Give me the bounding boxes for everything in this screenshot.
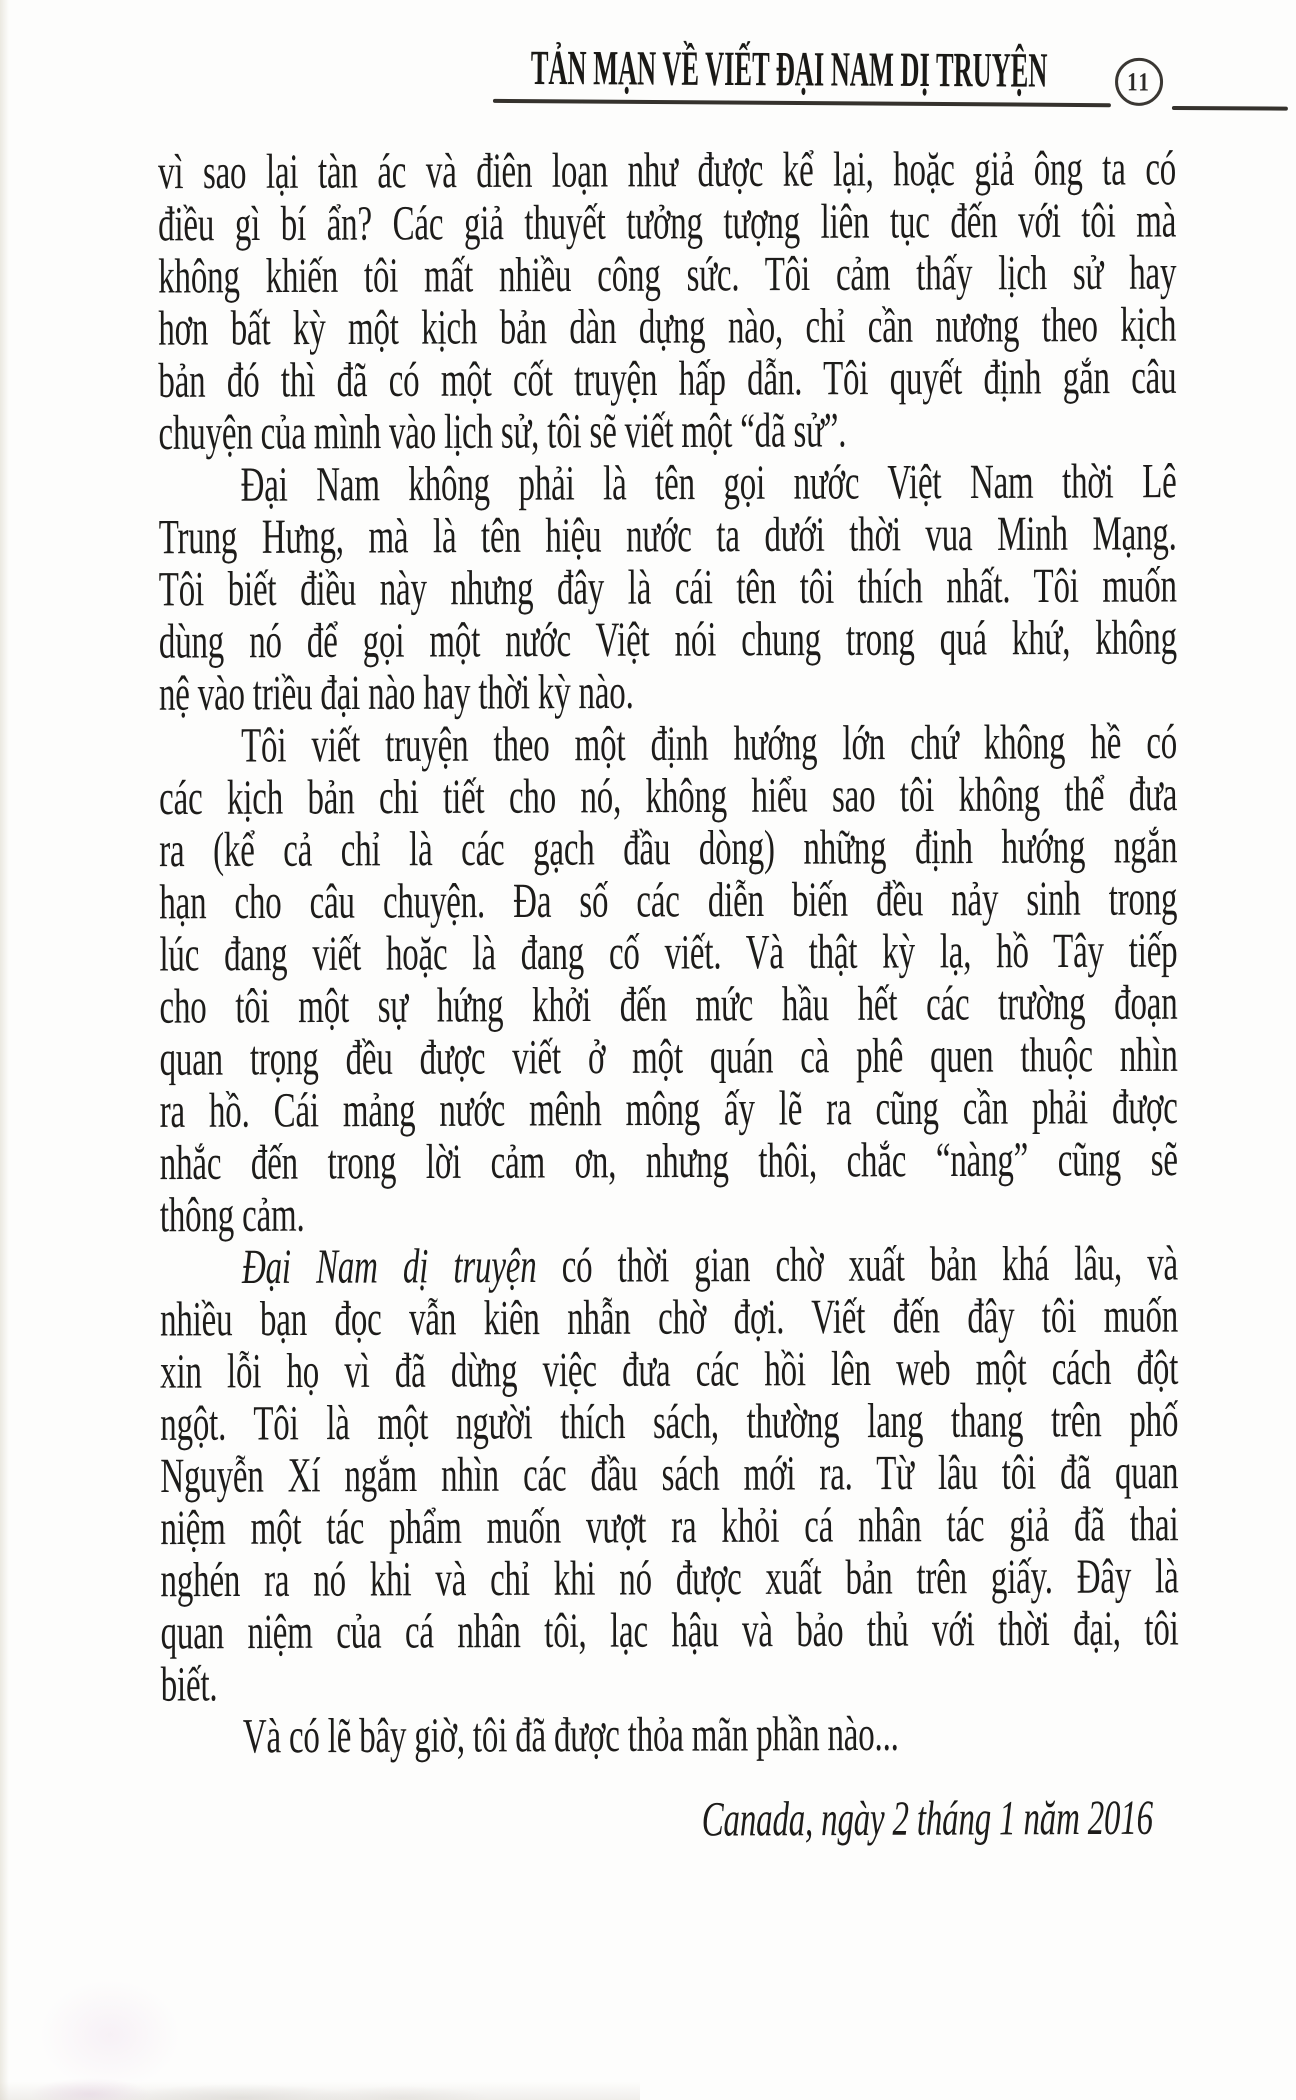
text-line: nghén ra nó khi và chỉ khi nó được xuất bản trên giấy. Đây là bbox=[160, 1550, 1179, 1609]
text-line: hạn cho câu chuyện. Đa số các diễn biến đều nảy sinh trong bbox=[159, 872, 1178, 931]
text-line: hơn bất kỳ một kịch bản dàn dựng nào, chỉ cần nương theo kịch bbox=[158, 298, 1177, 357]
text-line: dùng nó để gọi một nước Việt nói chung trong quá khứ, không bbox=[158, 611, 1177, 670]
text-line: ngột. Tôi là một người thích sách, thường lang thang trên phố bbox=[160, 1394, 1179, 1452]
text-line: thông cảm. bbox=[159, 1188, 305, 1244]
text-line: nhiều bạn đọc vẫn kiên nhẫn chờ đợi. Viết đến đây tôi muốn bbox=[160, 1289, 1179, 1348]
text-line: ra (kể cả chỉ là các gạch đầu dòng) những định hướng ngắn bbox=[159, 820, 1178, 879]
text-line: Đại Nam dị truyện có thời gian chờ xuất bản khá lâu, và bbox=[241, 1237, 1179, 1295]
scan-noise-bottom bbox=[0, 2074, 640, 2100]
header-rule-right bbox=[1172, 106, 1288, 111]
text-line: nhắc đến trong lời cảm ơn, nhưng thôi, chắc “nàng” cũng sẽ bbox=[159, 1133, 1178, 1191]
text-line: quan trọng đều được viết ở một quán cà phê quen thuộc nhìn bbox=[159, 1029, 1178, 1087]
text-line: quan niệm của cá nhân tôi, lạc hậu và bảo thủ với thời đại, tôi bbox=[160, 1602, 1179, 1661]
text-line: Nguyễn Xí ngắm nhìn các đầu sách mới ra. Từ lâu tôi đã quan bbox=[160, 1446, 1179, 1504]
text-line: Trung Hưng, mà là tên hiệu nước ta dưới thời vua Minh Mạng. bbox=[158, 507, 1177, 566]
text-line: niệm một tác phẩm muốn vượt ra khỏi cá nhân tác giả đã thai bbox=[160, 1498, 1179, 1557]
text-line: chuyện của mình vào lịch sử, tôi sẽ viết một “dã sử”. bbox=[158, 404, 847, 461]
text-line: biết. bbox=[160, 1658, 218, 1713]
text-line: ra hồ. Cái mảng nước mênh mông ấy lẽ ra cũng cần phải được bbox=[159, 1081, 1178, 1139]
page-header bbox=[0, 0, 1296, 134]
scan-smudge bbox=[40, 1980, 180, 2090]
italic-book-title: Đại Nam dị truyện bbox=[241, 1240, 537, 1295]
text-line: vì sao lại tàn ác và điên loạn như được kể lại, hoặc giả ông ta có bbox=[157, 142, 1177, 201]
text-line: nệ vào triều đại nào hay thời kỳ nào. bbox=[158, 666, 634, 722]
header-rule-left bbox=[493, 99, 1111, 107]
text-line: lúc đang viết hoặc là đang cố viết. Và thật kỳ lạ, hồ Tây tiếp bbox=[159, 924, 1178, 983]
running-header-title: TẢN MẠN VỀ VIẾT ĐẠI NAM DỊ TRUYỆN bbox=[530, 40, 1048, 98]
header-title-box bbox=[493, 40, 1085, 98]
page-number: 11 bbox=[1127, 66, 1152, 97]
text-line: Đại Nam không phải là tên gọi nước Việt Nam thời Lê bbox=[240, 455, 1177, 513]
text-line: Tôi biết điều này nhưng đây là cái tên tôi thích nhất. Tôi muốn bbox=[158, 559, 1177, 618]
text-line: không khiến tôi mất nhiều công sức. Tôi cảm thấy lịch sử hay bbox=[158, 246, 1177, 305]
text-line: Và có lẽ bây giờ, tôi đã được thỏa mãn phần nào... bbox=[242, 1708, 899, 1765]
text-line: cho tôi một sự hứng khởi đến mức hầu hết các trường đoạn bbox=[159, 976, 1178, 1035]
text-line: bản đó thì đã có một cốt truyện hấp dẫn. Tôi quyết định gắn câu bbox=[158, 351, 1177, 409]
text-line: các kịch bản chi tiết cho nó, không hiểu sao tôi không thể đưa bbox=[159, 768, 1178, 826]
text-line: Tôi viết truyện theo một định hướng lớn chứ không hề có bbox=[241, 716, 1178, 774]
body-text bbox=[158, 144, 1179, 1850]
scan-edge-shadow bbox=[0, 0, 9, 2100]
signature-line: Canada, ngày 2 tháng 1 năm 2016 bbox=[701, 1792, 1153, 1848]
text-line: xin lỗi họ vì đã dừng việc đưa các hồi lên web một cách đột bbox=[160, 1341, 1179, 1400]
page-number-badge bbox=[1115, 58, 1163, 106]
text-line: điều gì bí ẩn? Các giả thuyết tưởng tượng liên tục đến với tôi mà bbox=[158, 194, 1177, 253]
